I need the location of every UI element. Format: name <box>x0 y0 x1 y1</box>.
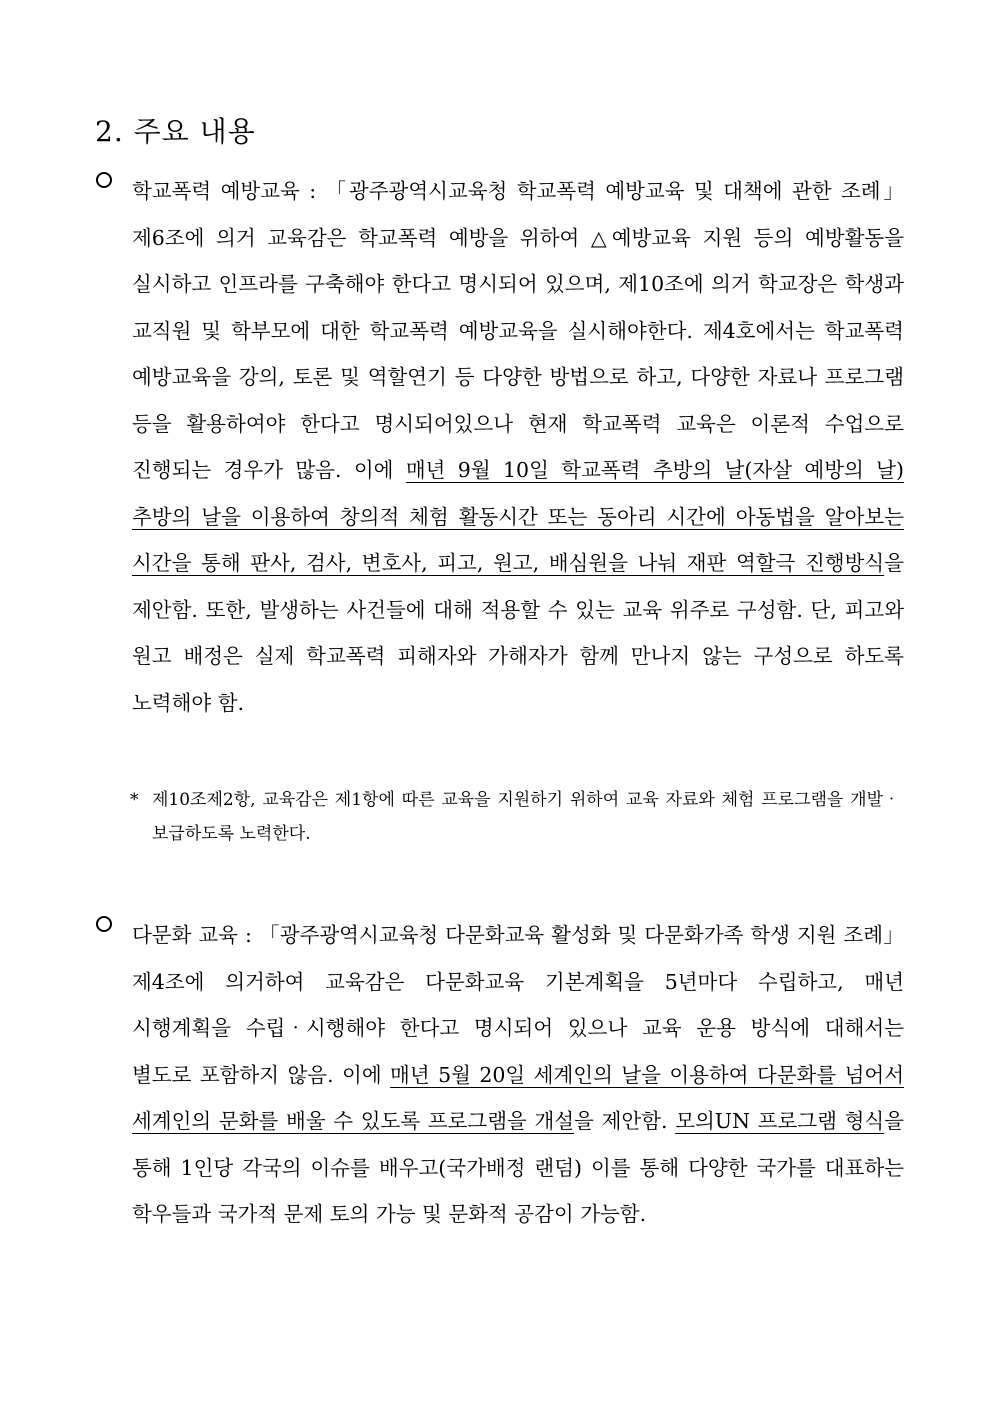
item-paragraph <box>132 912 904 1238</box>
content-item-school-violence <box>96 168 904 726</box>
text-segment: 을 통해 1인당 각국의 이슈를 배우고(국가배정 랜덤) 이를 통해 다양한 국가를 대표하는 학우들과 국가적 문제 토의 가능 및 문화적 공감이 가능함. <box>132 1109 904 1226</box>
footnote-mark: * <box>130 790 139 810</box>
circle-bullet-icon <box>96 916 112 932</box>
underlined-proposal: 매년 9월 10일 학교폭력 추방의 날(자살 예방의 날) 추방의 날을 이용하여 창의적 체험 활동시간 또는 동아리 시간에 아동법을 알아보는 시간을 통해 판사, 검사, 변호사, 피고, 원고, 배심원을 나눠 재판 역할극 진행방식 <box>132 458 904 575</box>
underlined-proposal: 모의UN 프로그램 형식 <box>675 1109 885 1133</box>
section-heading: 2. 주요 내용 <box>95 115 256 148</box>
circle-bullet-icon <box>96 172 112 188</box>
text-segment: 다문화 교육 : 「광주광역시교육청 다문화교육 활성화 및 다문화가족 학생 지원 조례」제4조에 의거하여 교육감은 다문화교육 기본계획을 5년마다 수립하고, 매년 시행계획을 수립‧시행해야 한다고 명시되어 있으나 교육 운용 방식에 대해서는 별도로 포함하지 않음. 이에 <box>132 923 904 1087</box>
underlined-proposal: 매년 5월 20일 세계인의 날을 이용하여 다문화를 넘어서 세계인의 문화를 배울 수 있도록 프로그램을 개설 <box>132 1062 904 1133</box>
text-segment: 을 제안함. 또한, 발생하는 사건들에 대해 적용할 수 있는 교육 위주로 구성함. 단, 피고와 원고 배정은 실제 학교폭력 피해자와 가해자가 함께 만나지 않는 구성으로 하도록 노력해야 함. <box>132 551 904 715</box>
content-item-multicultural <box>96 912 904 1238</box>
footnote-text: 제10조제2항, 교육감은 제1항에 따른 교육을 지원하기 위하여 교육 자료와 체험 프로그램을 개발‧보급하도록 노력한다. <box>152 790 900 844</box>
text-segment: 학교폭력 예방교육 : 「광주광역시교육청 학교폭력 예방교육 및 대책에 관한 조례」제6조에 의거 교육감은 학교폭력 예방을 위하여 △예방교육 지원 등의 예방활동을 실시하고 인프라를 구축해야 한다고 명시되어 있으며, 제10조에 의거 학교장은 학생과 교직원 및 학부모에 대한 학교폭력 예방교육을 실시해야한다. 제4호에서는 학교폭력 예방교육을 강의, 토론 및 역할연기 등 다양한 방법으로 하고, 다양한 자료나 프로그램 등을 활용하여야 한다고 명시되어있으나 현재 학교폭력 교육은 이론적 수업으로 진행되는 경우가 많음. 이에 <box>132 179 904 482</box>
item-paragraph <box>132 168 904 726</box>
text-segment: 을 제안함. <box>574 1109 676 1133</box>
footnote <box>130 783 900 851</box>
